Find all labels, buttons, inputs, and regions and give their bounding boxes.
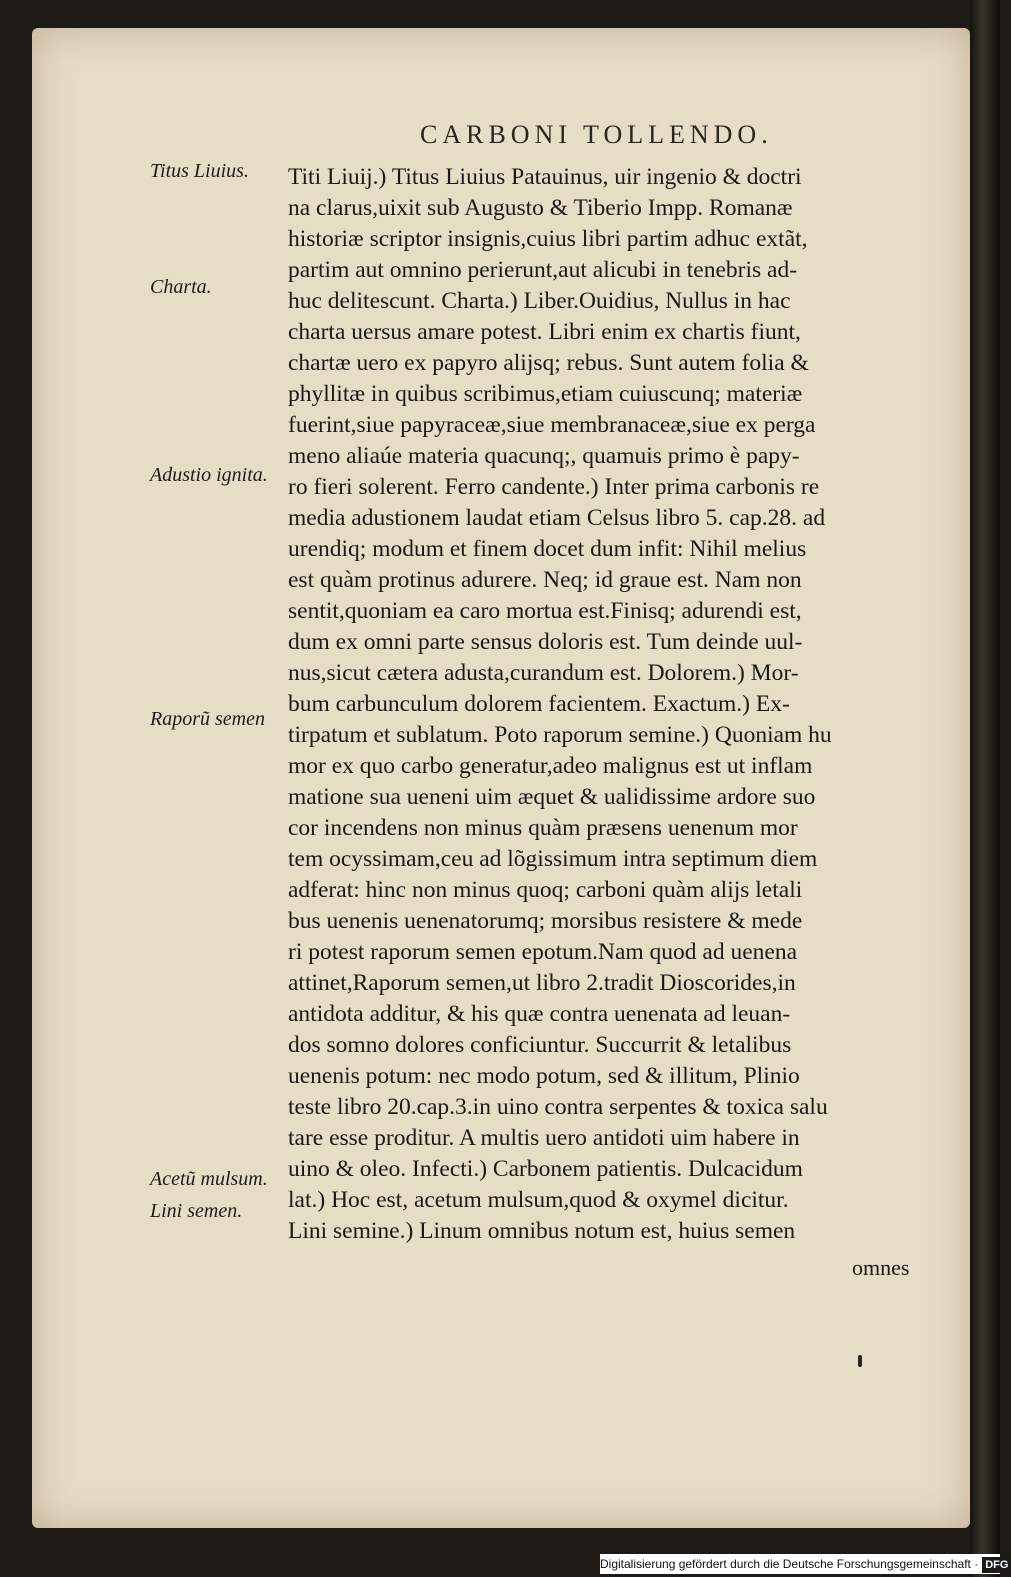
text-line: est quàm protinus adurere. Neq; id graue est. Nam non bbox=[288, 567, 802, 593]
text-line: attinet,Raporum semen,ut libro 2.tradit Dioscorides,in bbox=[288, 970, 796, 996]
text-line: urendiq; modum et finem docet dum infit: Nihil melius bbox=[288, 536, 807, 562]
text-line: na clarus,uixit sub Augusto & Tiberio Impp. Romanæ bbox=[288, 195, 793, 221]
margin-note-lini: Lini semen. bbox=[150, 1200, 243, 1222]
text-line: dum ex omni parte sensus doloris est. Tum deinde uul- bbox=[288, 629, 803, 655]
text-line: tem ocyssimam,ceu ad lõgissimum intra septimum diem bbox=[288, 846, 818, 872]
text-line: meno aliaúe materia quacunq;, quamuis primo è papy- bbox=[288, 443, 800, 469]
text-line: charta uersus amare potest. Libri enim ex chartis fiunt, bbox=[288, 319, 801, 345]
ink-mark bbox=[858, 1355, 862, 1367]
running-head: CARBONI TOLLENDO. bbox=[420, 120, 773, 149]
text-line: uenenis potum: nec modo potum, sed & illitum, Plinio bbox=[288, 1063, 800, 1089]
footer-credit bbox=[600, 1554, 1009, 1574]
text-line: media adustionem laudat etiam Celsus libro 5. cap.28. ad bbox=[288, 505, 826, 531]
text-line: Lini semine.) Linum omnibus notum est, huius semen bbox=[288, 1218, 796, 1244]
text-line: uino & oleo. Infecti.) Carbonem patientis. Dulcacidum bbox=[288, 1156, 803, 1182]
margin-note-charta: Charta. bbox=[150, 276, 212, 298]
margin-note-acetum: Acetũ mulsum. bbox=[150, 1168, 268, 1190]
catchword: omnes bbox=[852, 1255, 910, 1280]
text-line: lat.) Hoc est, acetum mulsum,quod & oxymel dicitur. bbox=[288, 1187, 789, 1213]
text-line: mor ex quo carbo generatur,adeo malignus est ut inflam bbox=[288, 753, 813, 779]
text-line: teste libro 20.cap.3.in uino contra serpentes & toxica salu bbox=[288, 1094, 828, 1120]
text-line: cor incendens non minus quàm præsens uenenum mor bbox=[288, 815, 798, 841]
text-line: dos somno dolores conficiuntur. Succurrit & letalibus bbox=[288, 1032, 792, 1058]
text-line: historiæ scriptor insignis,cuius libri partim adhuc extãt, bbox=[288, 226, 808, 252]
text-line: phyllitæ in quibus scribimus,etiam cuiuscunq; materiæ bbox=[288, 381, 803, 407]
text-line: partim aut omnino perierunt,aut alicubi in tenebris ad- bbox=[288, 257, 798, 283]
text-line: antidota additur, & his quæ contra uenenata ad leuan- bbox=[288, 1001, 791, 1027]
text-line: fuerint,siue papyraceæ,siue membranaceæ,siue ex perga bbox=[288, 412, 816, 438]
text-line: chartæ uero ex papyro alijsq; rebus. Sunt autem folia & bbox=[288, 350, 809, 376]
text-line: nus,sicut cætera adusta,curandum est. Dolorem.) Mor- bbox=[288, 660, 799, 686]
text-line: sentit,quoniam ea caro mortua est.Finisq; adurendi est, bbox=[288, 598, 802, 624]
margin-note-titus-liuius: Titus Liuius. bbox=[150, 160, 249, 182]
text-line: bum carbunculum dolorem facientem. Exactum.) Ex- bbox=[288, 691, 790, 717]
text-line: tirpatum et sublatum. Poto raporum semine.) Quoniam hu bbox=[288, 722, 832, 748]
text-line: huc delitescunt. Charta.) Liber.Ouidius, Nullus in hac bbox=[288, 288, 791, 314]
text-line: ro fieri solerent. Ferro candente.) Inter prima carbonis re bbox=[288, 474, 820, 500]
margin-note-adustio: Adustio ignita. bbox=[150, 464, 268, 486]
book-gutter bbox=[970, 0, 1000, 1577]
margin-note-raporum: Raporũ semen bbox=[150, 708, 265, 730]
footer-text: Digitalisierung gefördert durch die Deutsche Forschungsgemeinschaft · bbox=[600, 1557, 979, 1571]
text-line: adferat: hinc non minus quoq; carboni quàm alijs letali bbox=[288, 877, 803, 903]
text-line: bus uenenis uenenatorumq; morsibus resistere & mede bbox=[288, 908, 803, 934]
dfg-logo-icon: DFG bbox=[982, 1557, 1011, 1573]
text-line: Titi Liuij.) Titus Liuius Patauinus, uir ingenio & doctri bbox=[288, 164, 802, 190]
text-line: tare esse proditur. A multis uero antidoti uim habere in bbox=[288, 1125, 800, 1151]
text-line: ri potest raporum semen epotum.Nam quod ad uenena bbox=[288, 939, 798, 965]
text-line: matione sua ueneni uim æquet & ualidissime ardore suo bbox=[288, 784, 816, 810]
